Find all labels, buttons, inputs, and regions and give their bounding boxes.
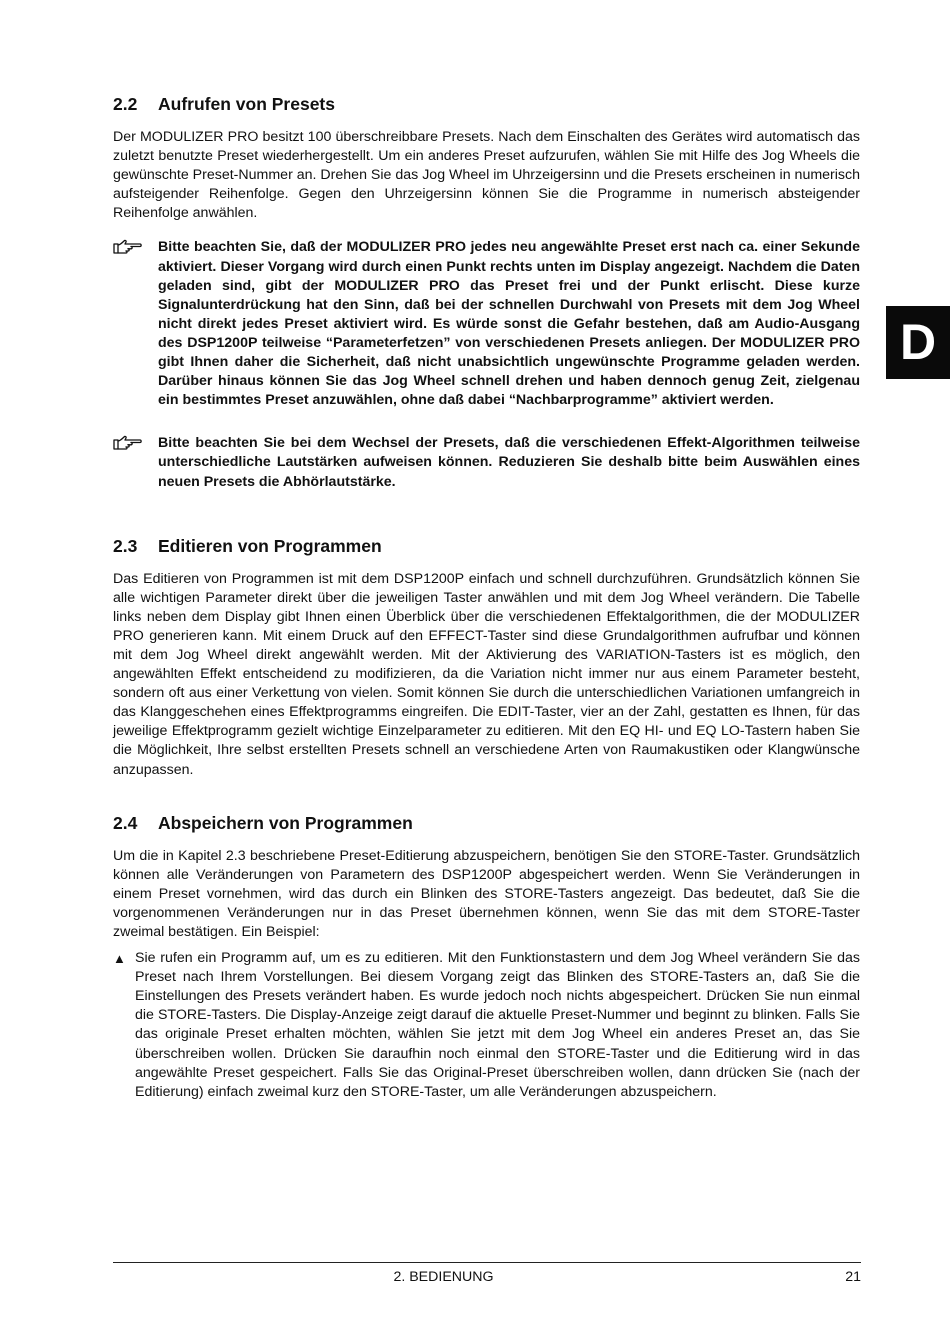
note-block (113, 434, 860, 491)
section-body: Um die in Kapitel 2.3 beschriebene Preset-Editierung abzuspeichern, benötigen Sie den STORE-Taster. Grundsätzlich können alle Veränderungen von Parametern des DSP1200P abgespeichert werden. Wenn Sie Veränderungen in einem Preset vornehmen, wird das durch ein Blinken des STORE-Tasters angezeigt. Das bedeutet, daß Sie die vorgenommenen Veränderungen nur in das Preset übernehmen können, wenn Sie das mit dem STORE-Taster zweimal bestätigen. Ein Beispiel: (113, 847, 860, 940)
section-title: Aufrufen von Presets (158, 94, 335, 114)
section-body: Das Editieren von Programmen ist mit dem DSP1200P einfach und schnell durchzuführen. Grundsätzlich können Sie alle wichtigen Parameter direkt über die jeweiligen Taster anwählen und mit dem Jog Wheel verändern. Die Tabelle links neben dem Display gibt Ihnen einen Überblick über die verschiedenen Effektalgorithmen, die der MODULIZER PRO generieren kann. Mit einem Druck auf den EFFECT-Taster sind diese Grundalgorithmen aufrufbar und können mit dem Jog Wheel direkt angewählt werden. Mit der Aktivierung des VARIATION-Tasters ist es möglich, den angewählten Effekt entscheidend zu modifizieren, da die Variation nicht immer nur aus einem Parameter besteht, sondern oft aus einer Verkettung von vielen. Somit können Sie durch die unterschiedlichen Variationen umfangreich in das Klanggeschehen eines Effektprogramms eingreifen. Die EDIT-Taster, vier an der Zahl, gestatten es Ihnen, für das jeweilige Effektprogramm gezielt wichtige Einzelparameter zu editieren. Mit den EQ HI- und EQ LO-Tastern haben Sie die Möglichkeit, Ihre selbst erstellten Presets schnell an verschiedene Arten von Raumakustiken oder Klangwünsche anzupassen. (113, 570, 860, 778)
section-number: 2.2 (113, 94, 138, 114)
section-body: Der MODULIZER PRO besitzt 100 überschreibbare Presets. Nach dem Einschalten des Gerätes wird automatisch das zuletzt benutzte Preset wiederhergestellt. Um ein anderes Preset aufzurufen, wählen Sie mit Hilfe des Jog Wheels die gewünschte Preset-Nummer an. Drehen Sie das Jog Wheel im Uhrzeigersinn und die Presets erscheinen in numerisch aufsteigender Reihenfolge. Gegen den Uhrzeigersinn können Sie die Programme in numerisch absteigender Reihenfolge anwählen. (113, 129, 860, 222)
section-2-2 (113, 93, 860, 492)
section-2-4 (113, 812, 860, 1102)
bullet-text: Sie rufen ein Programm auf, um es zu editieren. Mit den Funktionstastern und dem Jog Wheel verändern Sie das Preset nach Ihrem Vorstellungen. Bei diesem Vorgang zeigt das Blinken des STORE-Tasters an, daß Sie die Einstellungen des Presets verändert haben. Es wurde jedoch noch nichts abgespeichert. Drücken Sie nun einmal die STORE-Tasters. Die Display-Anzeige zeigt darauf die aktuelle Preset-Nummer und beginnt zu blinken. Falls Sie das originale Preset erhalten möchten, wählen Sie jetzt mit dem Jog Wheel ein anderes Preset an, das Sie überschreiben wollen. Drücken Sie daraufhin noch einmal den STORE-Taster und die Editierung wird in das angewählte Preset gespeichert. Falls Sie das Original-Preset überschreiben wollen, dann drücken Sie (nach der Editierung) einfach zweimal kurz den STORE-Taster, um alle Veränderungen abzuspeichern. (135, 950, 860, 1100)
section-heading (113, 535, 860, 557)
pointing-hand-icon (113, 238, 158, 410)
chapter-tab: D (886, 306, 950, 379)
note-text: Bitte beachten Sie, daß der MODULIZER PRO jedes neu angewählte Preset erst nach ca. einer Sekunde aktiviert. Dieser Vorgang wird durch einen Punkt rechts unten im Display angezeigt. Nachdem die Daten geladen sind, gibt der MODULIZER PRO das Preset frei und der Punkt erlischt. Diese kurze Signalunterdrückung hat den Sinn, daß bei der schnellen Durchwahl von Presets mit dem Jog Wheel nicht direkt jedes Preset aktiviert wird. Es würde sonst die Gefahr bestehen, daß am Audio-Ausgang des DSP1200P teilweise “Parameterfetzen” von verschiedenen Presets anliegen. Der MODULIZER PRO gibt Ihnen daher die Sicherheit, daß nicht unabsichtlich ungewünschte Programme geladen werden. Darüber hinaus können Sie das Jog Wheel schnell drehen und haben dennoch genug Zeit, zielgenau ein bestimmtes Preset anzuwählen, ohne daß dabei “Nachbarprogramme” aktiviert werden. (158, 239, 860, 409)
note-block (113, 238, 860, 410)
triangle-bullet-icon: ▲ (113, 951, 126, 967)
bullet-item (113, 949, 860, 1102)
section-heading (113, 812, 860, 834)
section-title: Editieren von Programmen (158, 535, 382, 556)
footer-chapter: 2. BEDIENUNG (393, 1269, 494, 1285)
section-number: 2.3 (113, 535, 138, 556)
page-content (113, 93, 860, 1102)
note-text: Bitte beachten Sie bei dem Wechsel der Presets, daß die verschiedenen Effekt-Algorithmen teilweise unterschiedliche Lautstärken aufweisen können. Reduzieren Sie deshalb bitte beim Auswählen eines neuen Presets die Abhörlautstärke. (158, 435, 860, 490)
section-title: Abspeichern von Programmen (158, 812, 413, 833)
section-heading (113, 93, 860, 115)
page-number: 21 (845, 1269, 861, 1285)
pointing-hand-icon (113, 434, 158, 491)
section-number: 2.4 (113, 812, 138, 833)
section-2-3 (113, 535, 860, 780)
footer-rule (113, 1262, 861, 1263)
